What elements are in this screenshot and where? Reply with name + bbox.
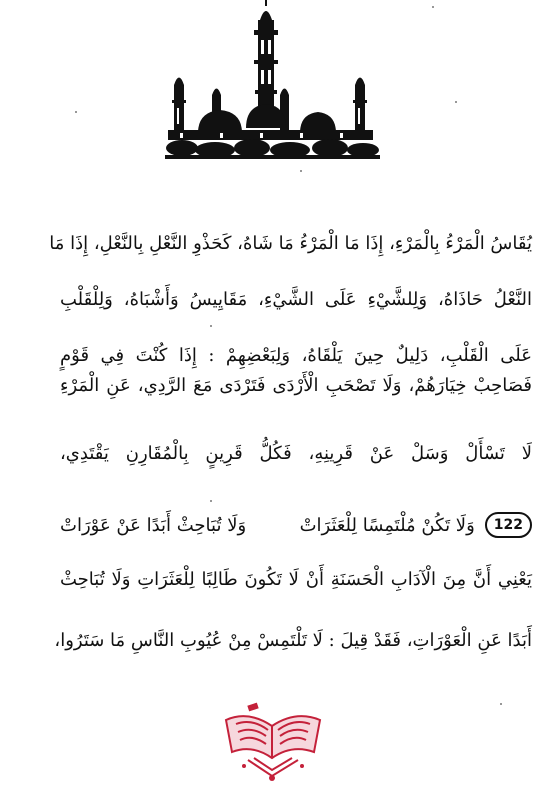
- text-line-1: يُقَاسُ الْمَرْءُ بِالْمَرْءِ، إِذَا مَا الْمَرْءُ مَا شَاهُ، كَحَذْوِ النَّعْلِ بِالنَّعْلِ، إِذَا مَا: [49, 233, 532, 254]
- speckle-mark: [455, 101, 457, 103]
- text-line-2: النَّعْلُ حَاذَاهُ، وَلِلشَّيْءِ عَلَى الشَّيْءِ، مَقَايِيسُ وَأَشْبَاهُ، وَلِلْقَلْبِ: [60, 289, 532, 310]
- text-line-3: عَلَى الْقَلْبِ، دَلِيلٌ حِينَ يَلْقَاهُ، وَلِبَعْضِهِمْ : إِذَا كُنْتَ فِي قَوْمٍ: [60, 345, 532, 366]
- first-hemistich: وَلَا تَكُنْ مُلْتَمِسًا لِلْعَثَرَاتْ: [299, 514, 475, 536]
- speckle-mark: [300, 170, 302, 172]
- speckle-mark: [210, 500, 212, 502]
- text-line-4: فَصَاحِبْ خِيَارَهُمْ، وَلَا تَصْحَبِ الْأَرْدَى فَتَرْدَى مَعَ الرَّدِي، عَنِ الْمَرْءِ: [60, 375, 532, 396]
- text-line-8: أَبَدًا عَنِ الْعَوْرَاتِ، فَقَدْ قِيلَ : لَا تَلْتَمِسْ مِنْ عُيُوبِ النَّاسِ مَا سَتَرُوا،: [54, 630, 532, 651]
- quran-book-ornament-icon: [218, 700, 328, 782]
- mosque-illustration: [160, 0, 385, 172]
- speckle-mark: [75, 111, 77, 113]
- text-line-7: يَعْنِي أَنَّ مِنَ الْآدَابِ الْحَسَنَةِ أَنْ لَا تَكُونَ طَالِبًا لِلْعَثَرَاتِ وَلَا تُبَاحِثْ: [60, 569, 532, 590]
- verse-number-badge: 122: [485, 512, 532, 538]
- verse-line: [60, 510, 532, 540]
- speckle-mark: [432, 6, 434, 8]
- first-hemistich-group: [300, 512, 532, 538]
- text-line-5: لَا تَسْأَلْ وَسَلْ عَنْ قَرِينِهِ، فَكُلُّ قَرِينٍ بِالْمُقَارِنِ يَقْتَدِي،: [60, 443, 532, 464]
- speckle-mark: [500, 703, 502, 705]
- second-hemistich: وَلَا تُبَاحِثْ أَبَدًا عَنْ عَوْرَاتْ: [60, 514, 247, 536]
- speckle-mark: [210, 325, 212, 327]
